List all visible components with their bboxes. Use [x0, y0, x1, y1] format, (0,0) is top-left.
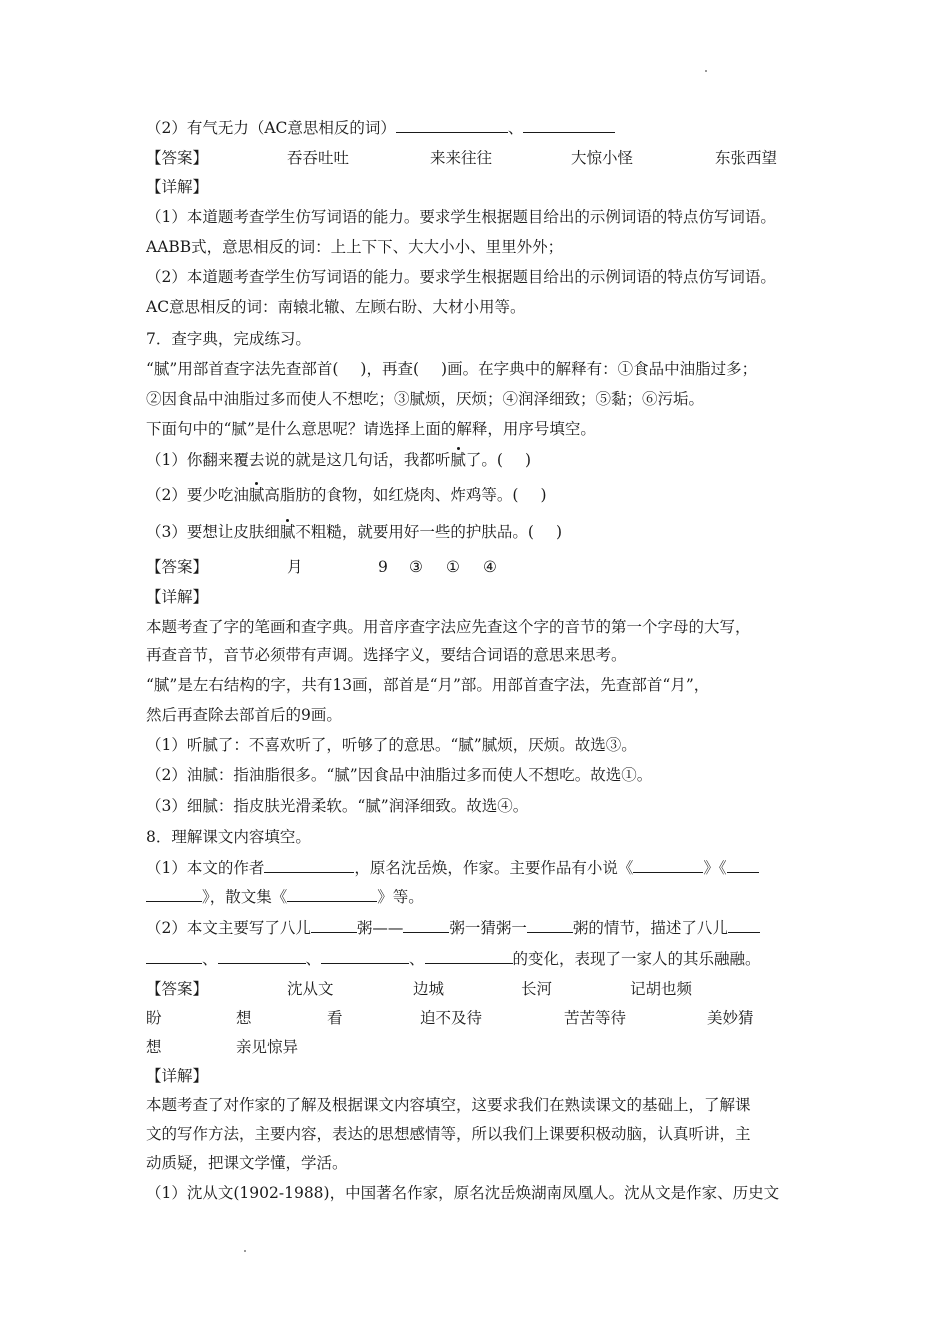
- emphasized-char: 腻: [279, 523, 296, 541]
- answer-item: 美妙猜: [707, 1009, 754, 1027]
- question-text: 、 、 、 的变化，表现了一家人的其乐融融。: [146, 949, 761, 969]
- detail-text: 然后再查除去部首后的9画。: [146, 706, 342, 724]
- question-text: 》，散文集《 》等。: [146, 887, 424, 907]
- detail-text: （1）沈从文(1902-1988)，中国著名作家，原名沈岳焕湖南凤凰人。沈从文是作家、历史文: [146, 1184, 780, 1202]
- answer-item: 亲见惊异: [236, 1038, 299, 1056]
- sentence-1: （1）你翻来覆去说的就是这几句话，我都听腻了。( ): [146, 451, 532, 469]
- sentence-2: （2）要少吃油腻高脂肪的食物，如红烧肉、炸鸡等。( ): [146, 486, 547, 504]
- detail-text: （2）本道题考查学生仿写词语的能力。要求学生根据题目给出的示例词语的特点仿写词语。: [146, 268, 776, 286]
- detail-text: 本题考查了字的笔画和查字典。用音序查字法应先查这个字的音节的第一个字母的大写，: [146, 618, 751, 636]
- answer-label: 【答案】: [146, 558, 209, 576]
- question-text: （2）本文主要写了八儿 粥—— 粥一猜粥一 粥的情节，描述了八儿: [146, 918, 760, 938]
- detail-label: 【详解】: [146, 1067, 209, 1085]
- answer-item: 苦苦等待: [564, 1009, 627, 1027]
- detail-text: AC意思相反的词：南辕北辙、左顾右盼、大材小用等。: [146, 298, 526, 316]
- question-text: 下面句中的“腻”是什么意思呢？请选择上面的解释，用序号填空。: [146, 420, 596, 438]
- question-text: （1）本文的作者 ，原名沈岳焕，作家。主要作品有小说《 》《: [146, 858, 759, 878]
- question-title: 8．理解课文内容填空。: [146, 828, 311, 846]
- answer-item: 边城: [413, 980, 445, 998]
- answer-item: 9: [378, 558, 388, 576]
- emphasized-char: 腻: [450, 451, 466, 469]
- answer-label: 【答案】: [146, 980, 209, 998]
- detail-text: 本题考查了对作家的了解及根据课文内容填空，这要求我们在熟读课文的基础上，了解课: [146, 1096, 751, 1114]
- answer-item: 大惊小怪: [571, 149, 634, 167]
- detail-text: （3）细腻：指皮肤光滑柔软。“腻”润泽细致。故选④。: [146, 797, 529, 815]
- answer-blank[interactable]: [523, 118, 615, 133]
- answer-blank[interactable]: [633, 858, 703, 873]
- answer-item: 吞吞吐吐: [287, 149, 350, 167]
- answer-blank[interactable]: [425, 949, 513, 964]
- detail-label: 【详解】: [146, 588, 209, 606]
- answer-item: ③: [409, 558, 423, 576]
- detail-text: 动质疑，把课文学懂，学活。: [146, 1154, 348, 1172]
- answer-blank[interactable]: [396, 118, 508, 133]
- q6-part2: （2）有气无力（AC意思相反的词） 、: [146, 118, 615, 138]
- answer-item: ④: [483, 558, 497, 576]
- sentence-3: （3）要想让皮肤细腻不粗糙，就要用好一些的护肤品。( ): [146, 523, 563, 541]
- answer-blank[interactable]: [146, 887, 202, 902]
- question-title: 7．查字典，完成练习。: [146, 330, 311, 348]
- answer-blank[interactable]: [287, 887, 377, 902]
- detail-text: “腻”是左右结构的字，共有13画，部首是“月”部。用部首查字法，先查部首“月”，: [146, 676, 710, 694]
- answer-item: 想: [146, 1038, 162, 1056]
- answer-item: 迫不及待: [420, 1009, 483, 1027]
- emphasized-char: 腻: [248, 486, 265, 504]
- detail-text: （2）油腻：指油脂很多。“腻”因食品中油脂过多而使人不想吃。故选①。: [146, 766, 653, 784]
- detail-text: （1）本道题考查学生仿写词语的能力。要求学生根据题目给出的示例词语的特点仿写词语。: [146, 208, 776, 226]
- answer-label: 【答案】: [146, 149, 209, 167]
- answer-item: 长河: [521, 980, 553, 998]
- answer-blank[interactable]: [264, 858, 354, 873]
- answer-item: 想: [236, 1009, 252, 1027]
- answer-blank[interactable]: [527, 918, 573, 933]
- answer-item: ①: [446, 558, 460, 576]
- corner-mark-top: [705, 70, 707, 72]
- detail-text: AABB式，意思相反的词：上上下下、大大小小、里里外外；: [146, 238, 564, 256]
- detail-text: 文的写作方法，主要内容，表达的思想感情等，所以我们上课要积极动脑，认真听讲，主: [146, 1125, 751, 1143]
- answer-item: 盼: [146, 1009, 162, 1027]
- answer-item: 记胡也频: [630, 980, 693, 998]
- answer-item: 来来往往: [430, 149, 493, 167]
- answer-blank[interactable]: [403, 918, 449, 933]
- answer-blank[interactable]: [728, 918, 760, 933]
- answer-item: 东张西望: [715, 149, 778, 167]
- question-text: ②因食品中油脂过多而使人不想吃；③腻烦，厌烦；④润泽细致；⑤黏；⑥污垢。: [146, 390, 705, 408]
- answer-blank[interactable]: [311, 918, 357, 933]
- answer-blank[interactable]: [321, 949, 409, 964]
- detail-text: （1）听腻了：不喜欢听了，听够了的意思。“腻”腻烦，厌烦。故选③。: [146, 736, 637, 754]
- answer-item: 看: [327, 1009, 343, 1027]
- answer-blank[interactable]: [727, 858, 759, 873]
- question-text: “腻”用部首查字法先查部首( )，再查( )画。在字典中的解释有：①食品中油脂过多；: [146, 360, 758, 378]
- corner-mark-bottom: [244, 1250, 246, 1252]
- answer-item: 月: [287, 558, 303, 576]
- answer-blank[interactable]: [218, 949, 306, 964]
- answer-item: 沈从文: [287, 980, 334, 998]
- detail-label: 【详解】: [146, 178, 209, 196]
- detail-text: 再查音节，音节必须带有声调。选择字义，要结合词语的意思来思考。: [146, 646, 627, 664]
- answer-blank[interactable]: [146, 949, 202, 964]
